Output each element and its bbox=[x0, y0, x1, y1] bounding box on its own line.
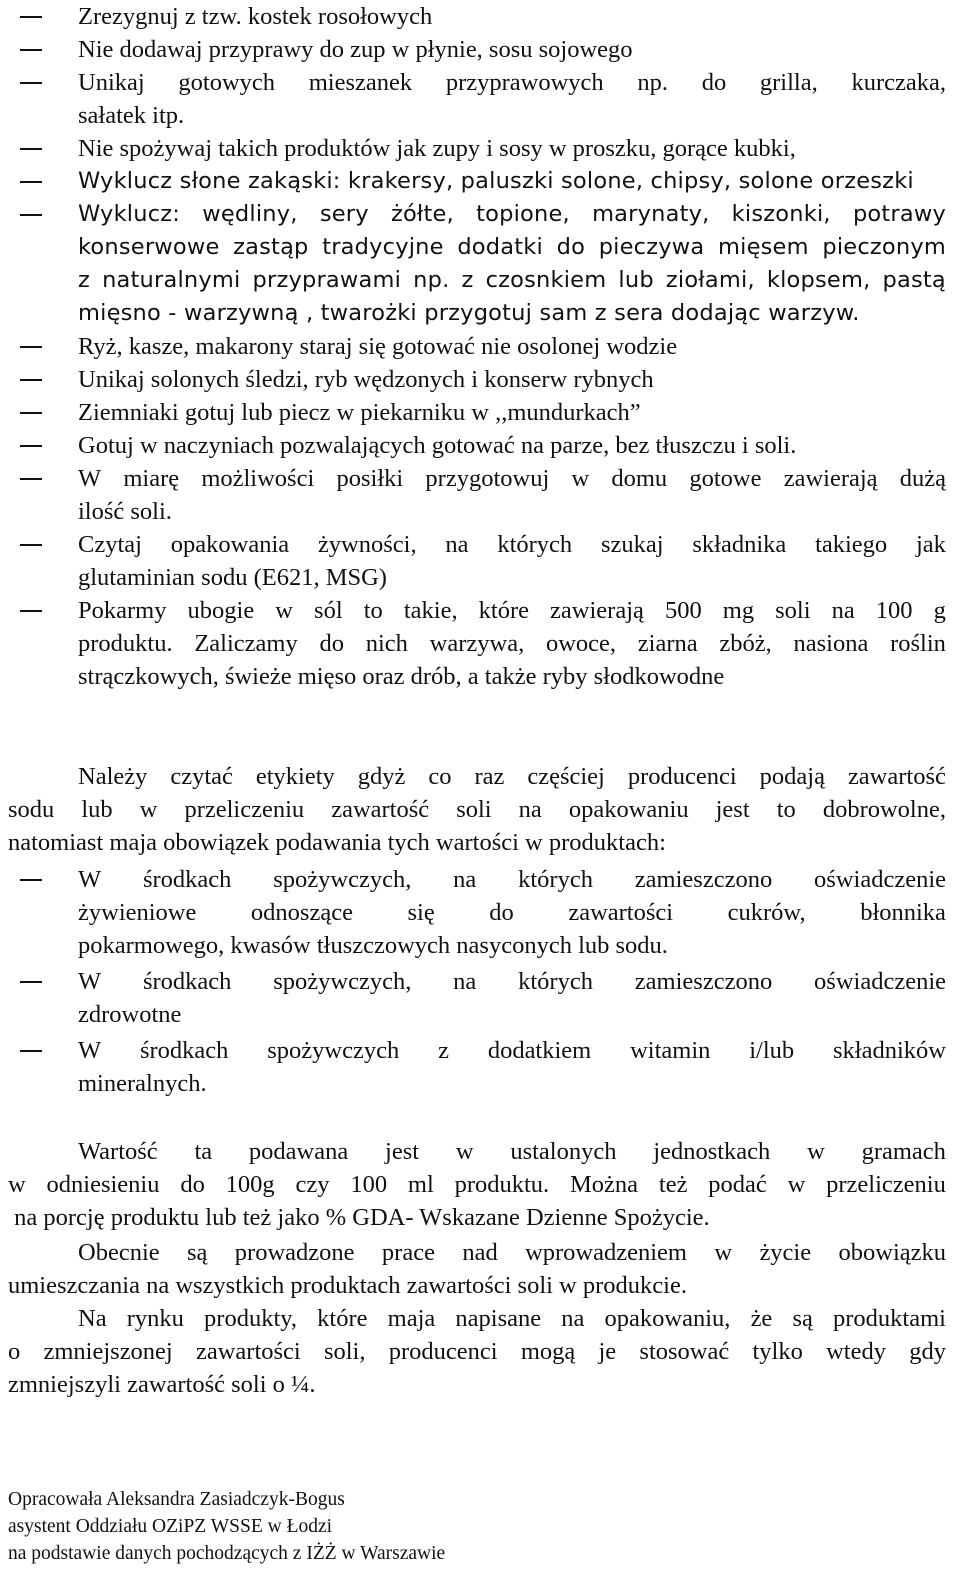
word: do bbox=[701, 69, 727, 96]
word: które bbox=[478, 597, 529, 624]
word: żywności, bbox=[317, 531, 417, 558]
word: maja bbox=[387, 1305, 436, 1332]
word: których bbox=[497, 531, 573, 558]
word: nich bbox=[365, 630, 408, 657]
word: do bbox=[489, 899, 514, 926]
word: produktami bbox=[833, 1305, 946, 1332]
list-item-continuation bbox=[8, 231, 946, 264]
word: odniesieniu bbox=[46, 1171, 160, 1198]
word: mogą bbox=[520, 1338, 576, 1365]
word: ziołami, bbox=[665, 267, 755, 293]
dash-bullet-icon bbox=[20, 1050, 42, 1052]
list-item bbox=[8, 198, 946, 231]
word: z bbox=[438, 1037, 449, 1064]
word: np. bbox=[637, 69, 668, 96]
word: żywieniowe bbox=[78, 899, 197, 926]
list-item-continuation bbox=[8, 264, 946, 297]
word: zastąp bbox=[233, 234, 309, 260]
word: produktu. bbox=[454, 1171, 550, 1198]
word: dodatki bbox=[457, 234, 543, 260]
paragraph-line bbox=[8, 1335, 946, 1368]
word: w bbox=[571, 465, 590, 492]
word: mg bbox=[722, 597, 755, 624]
word: na bbox=[453, 968, 477, 995]
list-item-continuation: glutaminian sodu (E621, MSG) bbox=[78, 564, 387, 591]
word: zamieszczono bbox=[634, 968, 773, 995]
word: tradycyjne bbox=[322, 234, 444, 260]
word: Unikaj bbox=[78, 69, 145, 96]
word: zawartości bbox=[195, 1338, 301, 1365]
product-categories-list bbox=[8, 863, 946, 1100]
word: na bbox=[453, 866, 477, 893]
word: sól bbox=[314, 597, 343, 624]
word: ml bbox=[407, 1171, 434, 1198]
word: mięsem bbox=[718, 234, 809, 260]
paragraph-units bbox=[8, 1135, 946, 1234]
word: mieszanek bbox=[308, 69, 413, 96]
word: nasiona bbox=[793, 630, 869, 657]
word: opakowaniu, bbox=[604, 1305, 731, 1332]
diet-tips-list bbox=[8, 0, 946, 693]
word: do bbox=[319, 630, 344, 657]
dash-bullet-icon bbox=[20, 346, 42, 348]
word: zawartość bbox=[847, 763, 946, 790]
word: częściej bbox=[527, 763, 605, 790]
word: do bbox=[180, 1171, 205, 1198]
word: pieczonym bbox=[822, 234, 946, 260]
word: marynaty, bbox=[592, 201, 710, 227]
word: ustalonych bbox=[510, 1138, 617, 1165]
word: posiłki bbox=[336, 465, 404, 492]
list-item: Gotuj w naczyniach pozwalających gotować na parze, bez tłuszczu i soli. bbox=[8, 429, 946, 462]
word: nad bbox=[462, 1239, 498, 1266]
word: soli bbox=[456, 796, 492, 823]
word: gotowe bbox=[689, 465, 762, 492]
paragraph-line bbox=[8, 1302, 946, 1335]
list-item bbox=[8, 1034, 946, 1067]
footer-position: asystent Oddziału OZiPZ WSSE w Łodzi bbox=[8, 1516, 333, 1537]
word: o bbox=[8, 1338, 21, 1365]
word: naturalnymi bbox=[102, 267, 241, 293]
word: 100g bbox=[225, 1171, 275, 1198]
paragraph-market bbox=[8, 1302, 946, 1401]
word: klopsem, bbox=[766, 267, 871, 293]
footer-source: na podstawie danych pochodzących z IŻŻ w Warszawie bbox=[8, 1543, 446, 1564]
word: producenci bbox=[627, 763, 737, 790]
word: Na bbox=[78, 1305, 107, 1332]
word: Wyklucz: bbox=[78, 201, 181, 227]
word: w bbox=[807, 1138, 825, 1165]
dash-bullet-icon bbox=[20, 544, 42, 546]
word: jest bbox=[715, 796, 750, 823]
word: oświadczenie bbox=[814, 968, 946, 995]
dash-bullet-icon bbox=[20, 181, 42, 183]
paragraph-line bbox=[8, 1236, 946, 1269]
word: w bbox=[139, 796, 158, 823]
word: pieczywa bbox=[598, 234, 705, 260]
word: w bbox=[275, 597, 293, 624]
word: czytać bbox=[170, 763, 233, 790]
list-item: Wyklucz słone zakąski: krakersy, paluszki solone, chipsy, solone orzeszki bbox=[8, 165, 946, 198]
word: Obecnie bbox=[78, 1239, 160, 1266]
word: czy bbox=[295, 1171, 330, 1198]
list-item: Zrezygnuj z tzw. kostek rosołowych bbox=[8, 0, 946, 33]
word: Pokarmy bbox=[78, 597, 167, 624]
list-item-continuation: pokarmowego, kwasów tłuszczowych nasyconych lub sodu. bbox=[78, 932, 668, 959]
word: są bbox=[187, 1239, 208, 1266]
word: zmniejszonej bbox=[43, 1338, 173, 1365]
dash-bullet-icon bbox=[20, 214, 42, 216]
word: spożywczych, bbox=[273, 968, 412, 995]
word: w bbox=[455, 1138, 474, 1165]
word: oświadczenie bbox=[814, 866, 946, 893]
word: lub bbox=[618, 267, 654, 293]
word: prace bbox=[381, 1239, 435, 1266]
dash-bullet-icon bbox=[20, 412, 42, 414]
word: raz bbox=[474, 763, 505, 790]
word: które bbox=[317, 1305, 368, 1332]
dash-bullet-icon bbox=[20, 445, 42, 447]
paragraph-line: umieszczania na wszystkich produktach zawartości soli w produkcie. bbox=[8, 1272, 687, 1299]
word: podać bbox=[708, 1171, 767, 1198]
paragraph-line: na porcję produktu lub też jako % GDA- Wskazane Dzienne Spożycie. bbox=[8, 1204, 710, 1231]
list-item-continuation bbox=[8, 627, 946, 660]
word: ubogie bbox=[187, 597, 255, 624]
word: napisane bbox=[455, 1305, 542, 1332]
paragraph-work bbox=[8, 1236, 946, 1302]
word: dużą bbox=[899, 465, 946, 492]
list-item: Nie spożywaj takich produktów jak zupy i sosy w proszku, gorące kubki, bbox=[8, 132, 946, 165]
word: np. bbox=[413, 267, 450, 293]
list-item-continuation: mięsno - warzywną , twarożki przygotuj sam z sera dodając warzyw. bbox=[78, 300, 860, 326]
word: w bbox=[714, 1239, 733, 1266]
word: Wartość bbox=[78, 1138, 158, 1165]
word: których bbox=[518, 866, 593, 893]
dash-bullet-icon bbox=[20, 478, 42, 480]
list-item-continuation: mineralnych. bbox=[78, 1070, 207, 1097]
word: warzywa, bbox=[429, 630, 525, 657]
word: zamieszczono bbox=[634, 866, 773, 893]
dash-bullet-icon bbox=[20, 148, 42, 150]
list-item: Ziemniaki gotuj lub piecz w piekarniku w ,,mundurkach” bbox=[8, 396, 946, 429]
word: zawierają bbox=[550, 597, 644, 624]
word: to bbox=[363, 597, 383, 624]
word: etykiety bbox=[255, 763, 335, 790]
list-item bbox=[8, 528, 946, 561]
list-item-continuation: zdrowotne bbox=[78, 1001, 182, 1028]
word: topione, bbox=[476, 201, 570, 227]
list-item bbox=[8, 594, 946, 627]
word: Można bbox=[570, 1171, 639, 1198]
word: 500 bbox=[664, 597, 702, 624]
word: na bbox=[561, 1305, 585, 1332]
paragraph-labels bbox=[8, 760, 946, 859]
word: żółte, bbox=[390, 201, 454, 227]
word: przyprawami bbox=[252, 267, 402, 293]
word: roślin bbox=[890, 630, 946, 657]
word: jednostkach bbox=[653, 1138, 771, 1165]
word: też bbox=[658, 1171, 688, 1198]
word: Należy bbox=[78, 763, 148, 790]
word: sery bbox=[319, 201, 369, 227]
dash-bullet-icon bbox=[20, 16, 42, 18]
word: z bbox=[78, 267, 91, 293]
word: prowadzone bbox=[234, 1239, 355, 1266]
word: zawartości bbox=[568, 899, 674, 926]
word: gdy bbox=[909, 1338, 946, 1365]
list-item-continuation bbox=[8, 896, 946, 929]
word: rynku bbox=[126, 1305, 184, 1332]
word: lub bbox=[81, 796, 113, 823]
dash-bullet-icon bbox=[20, 379, 42, 381]
word: ziarna bbox=[637, 630, 698, 657]
word: sodu bbox=[8, 796, 55, 823]
list-item bbox=[8, 863, 946, 896]
word: składników bbox=[832, 1037, 946, 1064]
word: je bbox=[598, 1338, 617, 1365]
word: tylko bbox=[752, 1338, 803, 1365]
paragraph-line bbox=[8, 1135, 946, 1168]
word: szukaj bbox=[600, 531, 664, 558]
word: gramach bbox=[861, 1138, 946, 1165]
word: takie, bbox=[403, 597, 458, 624]
list-item: Ryż, kasze, makarony staraj się gotować nie osolonej wodzie bbox=[8, 330, 946, 363]
word: konserwowe bbox=[78, 234, 220, 260]
word: w bbox=[8, 1171, 26, 1198]
word: co bbox=[428, 763, 452, 790]
word: składnika bbox=[692, 531, 787, 558]
word: przygotowuj bbox=[425, 465, 550, 492]
word: potrawy bbox=[852, 201, 946, 227]
paragraph-line: natomiast maja obowiązek podawania tych wartości w produktach: bbox=[8, 829, 666, 856]
word: spożywczych bbox=[267, 1037, 400, 1064]
word: grilla, bbox=[759, 69, 818, 96]
word: producenci bbox=[388, 1338, 498, 1365]
paragraph-line bbox=[8, 760, 946, 793]
word: cukrów, bbox=[727, 899, 806, 926]
word: takiego bbox=[815, 531, 888, 558]
word: są bbox=[792, 1305, 813, 1332]
list-item-continuation: sałatek itp. bbox=[78, 102, 185, 129]
word: gdyż bbox=[357, 763, 406, 790]
word: możliwości bbox=[201, 465, 315, 492]
word: zbóż, bbox=[719, 630, 772, 657]
word: do bbox=[556, 234, 586, 260]
list-item: Unikaj solonych śledzi, ryb wędzonych i konserw rybnych bbox=[8, 363, 946, 396]
word: soli, bbox=[323, 1338, 366, 1365]
word: Zaliczamy bbox=[194, 630, 298, 657]
footer-author: Opracowała Aleksandra Zasiadczyk-Bogus bbox=[8, 1489, 345, 1510]
dash-bullet-icon bbox=[20, 981, 42, 983]
word: błonnika bbox=[860, 899, 946, 926]
word: podawana bbox=[248, 1138, 349, 1165]
list-item-continuation: ilość soli. bbox=[78, 498, 172, 525]
word: z bbox=[461, 267, 474, 293]
word: kiszonki, bbox=[731, 201, 831, 227]
word: obowiązku bbox=[838, 1239, 946, 1266]
dash-bullet-icon bbox=[20, 49, 42, 51]
word: na bbox=[831, 597, 855, 624]
author-footer bbox=[8, 1486, 445, 1567]
word: życie bbox=[759, 1239, 812, 1266]
word: produkty, bbox=[204, 1305, 298, 1332]
word: zawierają bbox=[783, 465, 878, 492]
word: pastą bbox=[882, 267, 946, 293]
word: w bbox=[787, 1171, 806, 1198]
word: na bbox=[518, 796, 542, 823]
word: W bbox=[78, 866, 102, 893]
word: owoce, bbox=[545, 630, 617, 657]
word: Czytaj bbox=[78, 531, 142, 558]
word: wtedy bbox=[826, 1338, 886, 1365]
word: odnoszące bbox=[250, 899, 353, 926]
word: kurczaka, bbox=[851, 69, 946, 96]
list-item-continuation: strączkowych, świeże mięso oraz drób, a także ryby słodkowodne bbox=[78, 663, 725, 690]
word: przeliczeniu bbox=[184, 796, 305, 823]
word: których bbox=[518, 968, 593, 995]
list-item bbox=[8, 462, 946, 495]
word: 100 bbox=[875, 597, 913, 624]
word: dobrowolne, bbox=[822, 796, 946, 823]
word: podają bbox=[759, 763, 825, 790]
word: witamin bbox=[630, 1037, 711, 1064]
list-item bbox=[8, 66, 946, 99]
word: i/lub bbox=[749, 1037, 795, 1064]
paragraph-line bbox=[8, 1168, 946, 1201]
paragraph-line bbox=[8, 793, 946, 826]
list-item: Nie dodawaj przyprawy do zup w płynie, sosu sojowego bbox=[8, 33, 946, 66]
word: W bbox=[78, 1037, 102, 1064]
word: że bbox=[750, 1305, 773, 1332]
word: W bbox=[78, 465, 102, 492]
word: opakowania bbox=[170, 531, 290, 558]
word: spożywczych, bbox=[273, 866, 412, 893]
word: czosnkiem bbox=[485, 267, 607, 293]
word: opakowaniu bbox=[568, 796, 689, 823]
word: gotowych bbox=[178, 69, 276, 96]
word: ta bbox=[194, 1138, 213, 1165]
dash-bullet-icon bbox=[20, 879, 42, 881]
word: dodatkiem bbox=[487, 1037, 592, 1064]
word: to bbox=[776, 796, 796, 823]
word: stosować bbox=[639, 1338, 730, 1365]
word: zawartość bbox=[331, 796, 430, 823]
word: się bbox=[407, 899, 435, 926]
word: 100 bbox=[350, 1171, 388, 1198]
list-item bbox=[8, 965, 946, 998]
word: środkach bbox=[142, 866, 232, 893]
word: jak bbox=[915, 531, 946, 558]
word: produktu. bbox=[78, 630, 173, 657]
dash-bullet-icon bbox=[20, 610, 42, 612]
word: miarę bbox=[123, 465, 180, 492]
dash-bullet-icon bbox=[20, 82, 42, 84]
word: wprowadzeniem bbox=[525, 1239, 687, 1266]
word: g bbox=[933, 597, 946, 624]
word: na bbox=[445, 531, 469, 558]
word: jest bbox=[385, 1138, 420, 1165]
word: przeliczeniu bbox=[826, 1171, 946, 1198]
word: wędliny, bbox=[202, 201, 298, 227]
word: W bbox=[78, 968, 102, 995]
word: domu bbox=[611, 465, 668, 492]
word: przyprawowych bbox=[445, 69, 604, 96]
word: środkach bbox=[142, 968, 232, 995]
word: środkach bbox=[139, 1037, 229, 1064]
word: soli bbox=[775, 597, 811, 624]
paragraph-line: zmniejszyli zawartość soli o ¼. bbox=[8, 1371, 316, 1398]
